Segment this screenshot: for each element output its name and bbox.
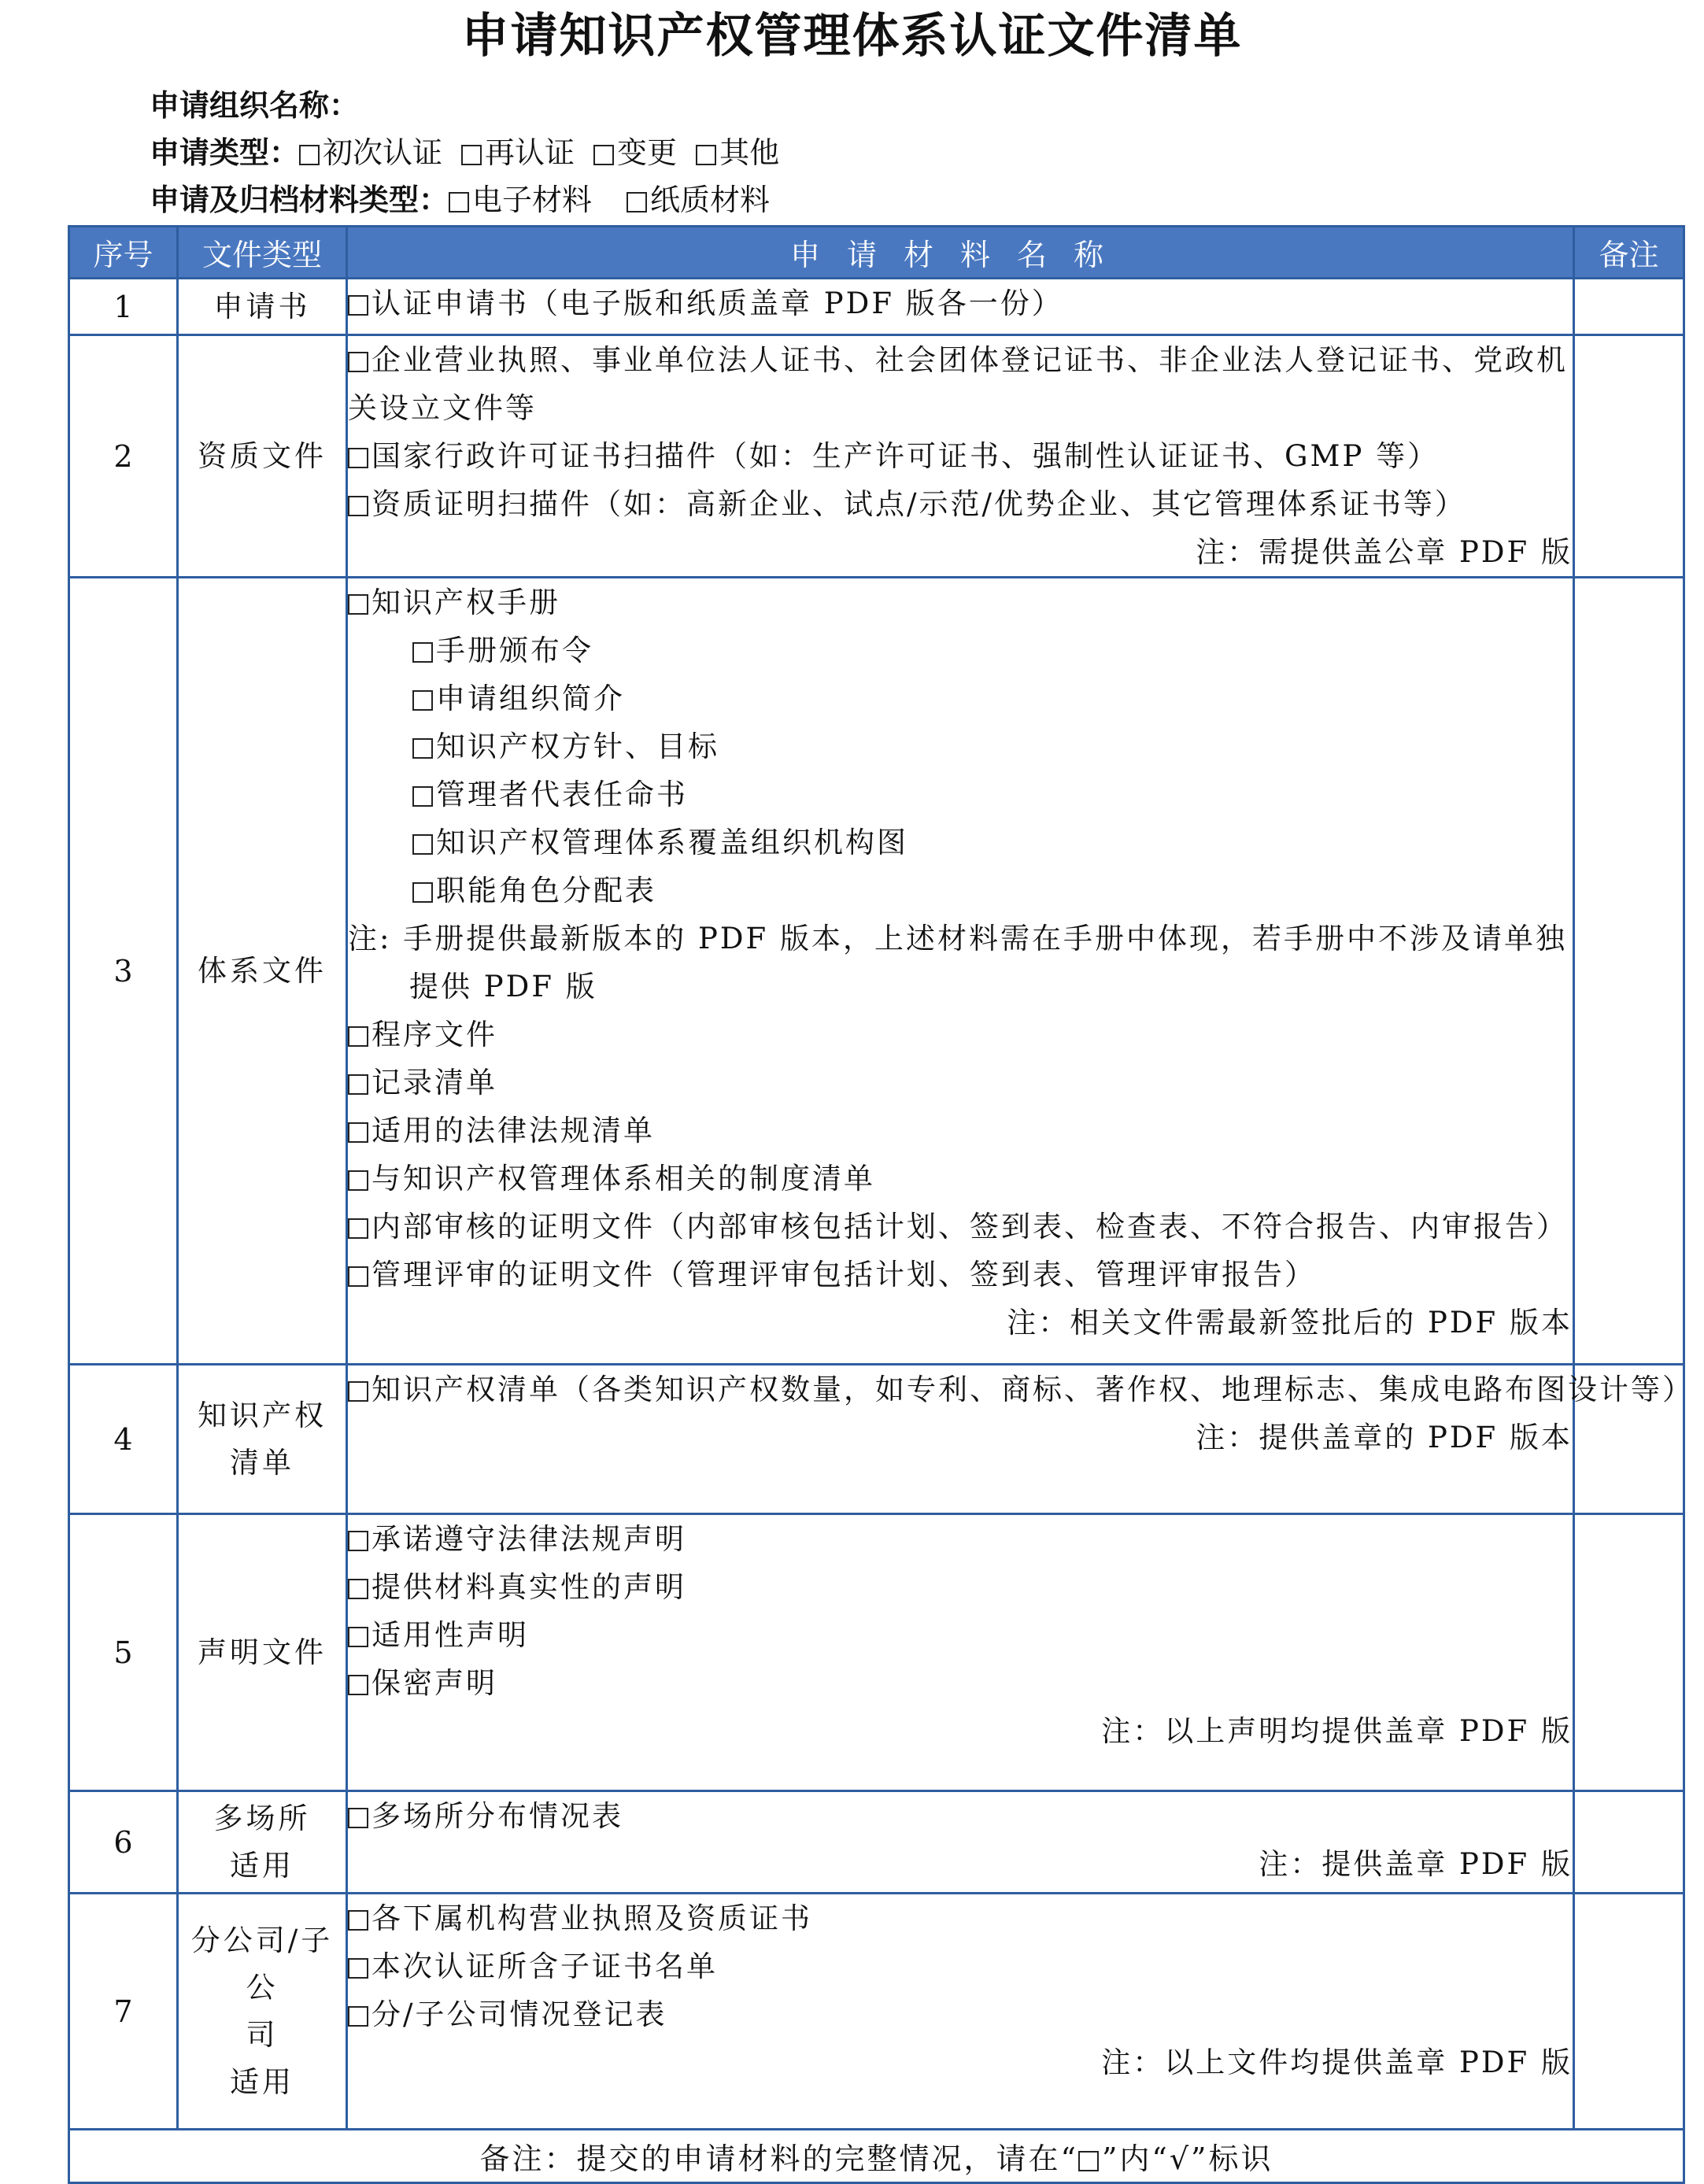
table-row xyxy=(69,1365,1684,1514)
checkbox[interactable] xyxy=(461,145,482,165)
material-item[interactable] xyxy=(348,1155,1573,1203)
material-text: 适用的法律法规清单 xyxy=(371,1114,655,1147)
material-text: 知识产权管理体系覆盖组织机构图 xyxy=(436,826,908,859)
checkbox[interactable] xyxy=(348,1808,368,1828)
material-type-option-label: 电子材料 xyxy=(472,183,593,217)
footer-text: 备注：提交的申请材料的完整情况，请在“ xyxy=(479,2142,1078,2176)
checkbox[interactable] xyxy=(299,145,320,165)
material-item[interactable] xyxy=(348,722,1573,770)
document-title: 申请知识产权管理体系认证文件清单 xyxy=(461,9,1243,64)
apply-type-option[interactable] xyxy=(593,135,677,170)
apply-type-option[interactable] xyxy=(461,135,575,170)
checkbox[interactable] xyxy=(348,1074,368,1095)
header-remark: 备注 xyxy=(1574,227,1684,279)
table-row xyxy=(69,1514,1684,1791)
apply-type-label: 申请类型： xyxy=(150,135,300,170)
checkbox[interactable] xyxy=(412,786,433,807)
material-text: 分/子公司情况登记表 xyxy=(371,1997,667,2031)
table-row xyxy=(69,335,1684,578)
materials-table xyxy=(68,225,1694,2184)
row-number: 2 xyxy=(69,335,178,578)
material-text: 申请组织简介 xyxy=(436,682,625,715)
checkbox[interactable] xyxy=(348,1122,368,1143)
apply-type-option[interactable] xyxy=(696,135,779,170)
material-text: 适用性声明 xyxy=(371,1618,529,1652)
row-number: 4 xyxy=(69,1365,178,1514)
checkbox[interactable] xyxy=(348,1675,368,1695)
checkbox[interactable] xyxy=(412,834,433,855)
material-note xyxy=(348,915,1573,963)
checkbox[interactable] xyxy=(412,882,433,903)
material-item[interactable] xyxy=(348,1251,1573,1299)
checkbox[interactable] xyxy=(348,1381,368,1402)
material-item[interactable] xyxy=(348,1659,1573,1707)
material-item[interactable] xyxy=(348,1059,1573,1107)
apply-type-option[interactable] xyxy=(299,135,442,170)
checkbox[interactable] xyxy=(593,145,614,165)
material-item[interactable] xyxy=(348,770,1573,819)
material-text: 知识产权方针、目标 xyxy=(436,730,719,763)
material-text: 管理者代表任命书 xyxy=(436,778,688,811)
checkbox[interactable] xyxy=(449,192,469,212)
material-item[interactable] xyxy=(348,819,1573,867)
material-text: 保密声明 xyxy=(371,1666,497,1700)
material-type-option[interactable] xyxy=(449,183,592,217)
material-text: 企业营业执照、事业单位法人证书、社会团体登记证书、非企业法人登记证书、党政机关设立文件等 xyxy=(348,343,1568,425)
table-header-row xyxy=(69,227,1684,279)
material-item[interactable] xyxy=(348,674,1573,722)
checkbox[interactable] xyxy=(348,1266,368,1287)
checkbox[interactable] xyxy=(348,352,368,372)
file-type-cell xyxy=(178,578,347,1365)
material-item[interactable] xyxy=(348,867,1573,915)
checkbox-glyph xyxy=(1078,2151,1099,2171)
checkbox[interactable] xyxy=(412,690,433,711)
file-type-line: 体系文件 xyxy=(198,953,327,988)
material-text: 提供 PDF 版 xyxy=(409,970,597,1003)
checkbox[interactable] xyxy=(348,295,368,316)
material-text: 注：需提供盖公章 PDF 版 xyxy=(1196,535,1573,569)
file-type-line: 司 xyxy=(246,2017,279,2052)
material-text: 手册颁布令 xyxy=(436,634,593,667)
material-note xyxy=(348,1840,1573,1888)
material-item[interactable] xyxy=(348,1990,1573,2038)
materials-cell xyxy=(347,1365,1694,1514)
file-type-cell xyxy=(178,1894,347,2130)
row-number: 1 xyxy=(69,279,178,335)
file-type-cell xyxy=(178,279,347,335)
checkbox[interactable] xyxy=(627,192,647,212)
file-type-line: 多场所 xyxy=(213,1801,311,1835)
material-item[interactable] xyxy=(348,578,1573,626)
remark-cell[interactable] xyxy=(1574,578,1684,1365)
apply-type-option-label: 再认证 xyxy=(485,135,575,170)
checkbox[interactable] xyxy=(348,496,368,516)
material-item[interactable] xyxy=(348,336,1573,432)
material-item[interactable] xyxy=(348,1203,1573,1251)
checkbox[interactable] xyxy=(348,594,368,615)
footer-note xyxy=(69,2130,1684,2183)
row-number: 3 xyxy=(69,578,178,1365)
material-text: 职能角色分配表 xyxy=(436,874,656,907)
header-seq: 序号 xyxy=(69,227,178,279)
checkbox[interactable] xyxy=(348,1026,368,1047)
material-text: 注：提供盖章的 PDF 版本 xyxy=(1196,1421,1573,1454)
materials-cell xyxy=(347,1894,1574,2130)
material-text: 知识产权手册 xyxy=(371,586,560,619)
file-type-line: 分公司/子公 xyxy=(190,1923,334,2005)
checkbox[interactable] xyxy=(348,1531,368,1551)
material-text: 国家行政许可证书扫描件（如：生产许可证书、强制性认证证书、GMP 等） xyxy=(371,439,1440,473)
checkbox[interactable] xyxy=(348,1910,368,1931)
material-text: 本次认证所含子证书名单 xyxy=(371,1949,718,1983)
file-type-line: 清单 xyxy=(230,1445,294,1480)
file-type-line: 资质文件 xyxy=(198,438,327,473)
material-note xyxy=(348,2038,1573,2086)
material-item[interactable] xyxy=(348,432,1573,480)
footer-text: ”内“√”标识 xyxy=(1101,2142,1273,2176)
checkbox[interactable] xyxy=(348,1958,368,1979)
material-text: 注：相关文件需最新签批后的 PDF 版本 xyxy=(1007,1306,1573,1340)
table-row xyxy=(69,1894,1684,2130)
remark-cell[interactable] xyxy=(1574,279,1684,335)
apply-type-option-label: 变更 xyxy=(617,135,678,170)
material-item[interactable] xyxy=(348,1515,1573,1563)
table-row xyxy=(69,578,1684,1365)
material-text: 与知识产权管理体系相关的制度清单 xyxy=(371,1162,875,1195)
material-item[interactable] xyxy=(348,1942,1573,1990)
table-row xyxy=(69,279,1684,335)
checkbox[interactable] xyxy=(348,448,368,468)
file-type-line: 适用 xyxy=(230,1848,294,1883)
materials-cell xyxy=(347,335,1574,578)
checkbox[interactable] xyxy=(696,145,716,165)
material-text: 记录清单 xyxy=(371,1066,497,1099)
material-note xyxy=(348,1707,1573,1755)
materials-cell xyxy=(347,279,1574,335)
file-type-line: 申请书 xyxy=(213,289,311,323)
file-type-cell xyxy=(178,1514,347,1791)
file-type-cell xyxy=(178,335,347,578)
file-type-cell xyxy=(178,1791,347,1894)
remark-cell[interactable] xyxy=(1574,335,1684,578)
remark-cell[interactable] xyxy=(1574,1894,1684,2130)
material-note xyxy=(348,963,1573,1011)
table-row xyxy=(69,1791,1684,1894)
material-type-option[interactable] xyxy=(627,183,770,217)
footer-row xyxy=(69,2130,1684,2183)
apply-type-option-label: 初次认证 xyxy=(323,135,443,170)
material-text: 多场所分布情况表 xyxy=(371,1799,623,1833)
material-item[interactable] xyxy=(348,1792,1573,1840)
material-item[interactable] xyxy=(348,480,1573,528)
material-text: 注：以上声明均提供盖章 PDF 版 xyxy=(1101,1714,1573,1748)
material-item[interactable] xyxy=(348,1365,1694,1414)
remark-cell[interactable] xyxy=(1574,1514,1684,1791)
material-item[interactable] xyxy=(348,279,1573,327)
row-number: 6 xyxy=(69,1791,178,1894)
file-type-line: 适用 xyxy=(230,2064,294,2099)
material-item[interactable] xyxy=(348,1894,1573,1942)
checkbox[interactable] xyxy=(412,738,433,759)
remark-cell[interactable] xyxy=(1574,1791,1684,1894)
materials-cell xyxy=(347,1514,1574,1791)
file-type-cell xyxy=(178,1365,347,1514)
materials-cell xyxy=(347,1791,1574,1894)
material-note xyxy=(348,1414,1573,1462)
apply-type-line xyxy=(150,132,798,173)
material-text: 资质证明扫描件（如：高新企业、试点/示范/优势企业、其它管理体系证书等） xyxy=(371,487,1466,521)
material-text: 各下属机构营业执照及资质证书 xyxy=(371,1901,812,1935)
org-name-line xyxy=(150,85,359,126)
material-item[interactable] xyxy=(348,1011,1573,1059)
checkbox[interactable] xyxy=(348,1579,368,1599)
material-text: 内部审核的证明文件（内部审核包括计划、签到表、检查表、不符合报告、内审报告） xyxy=(371,1210,1568,1244)
header-material-name: 申请材料名称 xyxy=(347,227,1574,279)
material-item[interactable] xyxy=(348,1611,1573,1659)
material-type-option-label: 纸质材料 xyxy=(650,183,771,217)
material-item[interactable] xyxy=(348,626,1573,674)
material-note xyxy=(348,528,1573,576)
header-file-type: 文件类型 xyxy=(178,227,347,279)
material-text: 管理评审的证明文件（管理评审包括计划、签到表、管理评审报告） xyxy=(371,1258,1316,1292)
materials-cell xyxy=(347,578,1574,1365)
material-text: 提供材料真实性的声明 xyxy=(371,1570,686,1604)
checkbox[interactable] xyxy=(348,1627,368,1647)
material-text: 知识产权清单（各类知识产权数量，如专利、商标、著作权、地理标志、集成电路布图设计等） xyxy=(371,1373,1694,1406)
checkbox[interactable] xyxy=(412,642,433,663)
checkbox[interactable] xyxy=(348,1170,368,1191)
checkbox[interactable] xyxy=(348,1218,368,1239)
material-type-line xyxy=(150,179,804,220)
file-type-line: 声明文件 xyxy=(198,1635,327,1669)
row-number: 5 xyxy=(69,1514,178,1791)
row-number: 7 xyxy=(69,1894,178,2130)
material-note xyxy=(348,1299,1573,1347)
material-text: 认证申请书（电子版和纸质盖章 PDF 版各一份） xyxy=(371,286,1063,320)
org-name-label: 申请组织名称： xyxy=(150,88,360,123)
checkbox[interactable] xyxy=(348,2006,368,2027)
material-text: 注：以上文件均提供盖章 PDF 版 xyxy=(1101,2045,1573,2079)
material-text: 注: 手册提供最新版本的 PDF 版本，上述材料需在手册中体现，若手册中不涉及请单独 xyxy=(348,922,1567,955)
material-item[interactable] xyxy=(348,1563,1573,1611)
material-type-label: 申请及归档材料类型： xyxy=(150,183,449,217)
material-item[interactable] xyxy=(348,1107,1573,1155)
material-text: 承诺遵守法律法规声明 xyxy=(371,1522,686,1556)
apply-type-option-label: 其他 xyxy=(719,135,780,170)
material-text: 程序文件 xyxy=(371,1018,497,1051)
file-type-line: 知识产权 xyxy=(198,1398,327,1432)
material-text: 注：提供盖章 PDF 版 xyxy=(1259,1847,1573,1881)
